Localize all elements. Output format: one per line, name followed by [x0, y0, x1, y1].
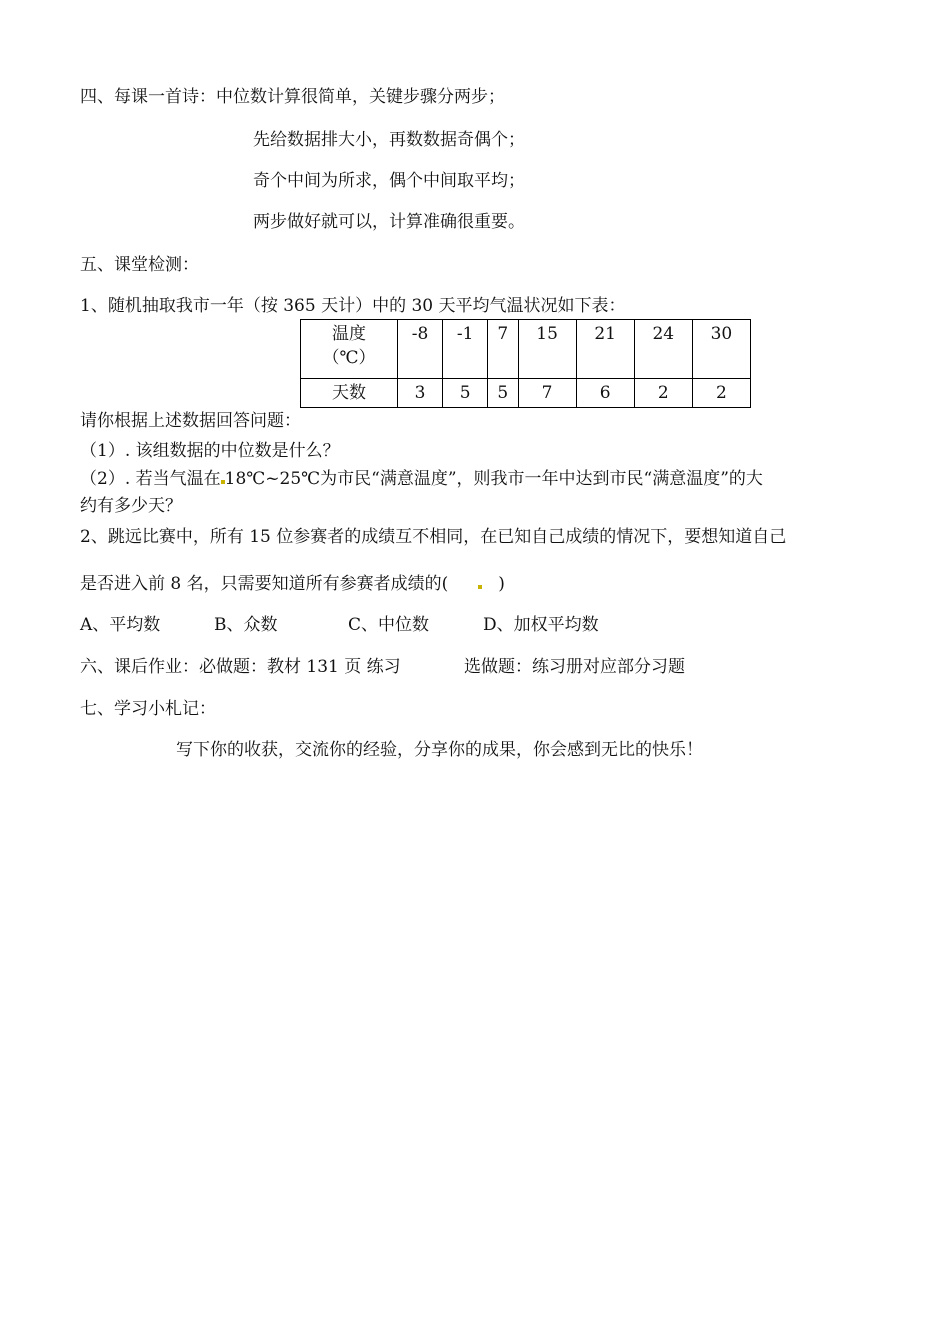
- highlight-mark: [478, 585, 482, 589]
- days-cell: 2: [692, 379, 750, 408]
- section6-label: 六、课后作业：必做题：教材 131 页 练习: [80, 657, 401, 677]
- poem-heading: 四、每课一首诗：中位数计算很简单，关键步骤分两步；: [80, 87, 505, 107]
- q2-line2-text: 是否进入前 8 名，只需要知道所有参赛者成绩的(: [80, 574, 449, 594]
- q1-sub2-line1: [80, 468, 763, 490]
- q2-option-a: A、平均数: [80, 615, 161, 635]
- temp-cell: 30: [692, 320, 750, 379]
- temperature-header-cell: [301, 320, 398, 379]
- q1-sub2-rest: 18℃~25℃为市民“满意温度”，则我市一年中达到市民“满意温度”的大: [224, 469, 763, 489]
- section7-heading: 七、学习小札记：: [80, 699, 216, 719]
- q2-line1: 2、跳远比赛中，所有 15 位参赛者的成绩互不相同，在已知自己成绩的情况下，要想知道自己: [80, 527, 787, 547]
- temperature-row: [301, 320, 751, 379]
- q2-option-d: D、加权平均数: [483, 615, 599, 635]
- poem-line-3: 两步做好就可以，计算准确很重要。: [253, 212, 525, 232]
- q1-sub1: （1）. 该组数据的中位数是什么？: [80, 441, 340, 461]
- temp-cell: 21: [576, 320, 634, 379]
- temp-cell: 24: [634, 320, 692, 379]
- days-cell: 5: [443, 379, 488, 408]
- q2-line2-close: ): [498, 574, 505, 594]
- days-cell: 2: [634, 379, 692, 408]
- q2-option-c: C、中位数: [348, 615, 430, 635]
- q1-sub2-line2: 约有多少天？: [80, 496, 182, 516]
- section5-heading: 五、课堂检测：: [80, 255, 199, 275]
- section7-text: 写下你的收获，交流你的经验，分享你的成果，你会感到无比的快乐！: [176, 740, 703, 760]
- poem-line-2: 奇个中间为所求，偶个中间取平均；: [253, 171, 525, 191]
- days-cell: 5: [488, 379, 518, 408]
- q1-sub2-prefix: （2）. 若当气温在: [80, 469, 221, 489]
- days-cell: 6: [576, 379, 634, 408]
- temp-cell: 7: [488, 320, 518, 379]
- poem-line-1: 先给数据排大小，再数数据奇偶个；: [253, 130, 525, 150]
- q1-intro: 1、随机抽取我市一年（按 365 天计）中的 30 天平均气温状况如下表：: [80, 296, 626, 316]
- temp-cell: -8: [398, 320, 443, 379]
- temperature-header-line2: （℃）: [322, 348, 376, 368]
- temperature-header-line1: 温度: [332, 324, 366, 344]
- days-header-cell: 天数: [301, 379, 398, 408]
- temp-cell: 15: [518, 320, 576, 379]
- days-cell: 3: [398, 379, 443, 408]
- q1-prompt: 请你根据上述数据回答问题：: [80, 411, 301, 431]
- section6-optional: 选做题：练习册对应部分习题: [464, 657, 685, 677]
- q2-option-b: B、众数: [214, 615, 278, 635]
- q2-line2: [80, 573, 505, 595]
- temp-cell: -1: [443, 320, 488, 379]
- days-cell: 7: [518, 379, 576, 408]
- days-row: [301, 379, 751, 408]
- temperature-table: [300, 319, 751, 408]
